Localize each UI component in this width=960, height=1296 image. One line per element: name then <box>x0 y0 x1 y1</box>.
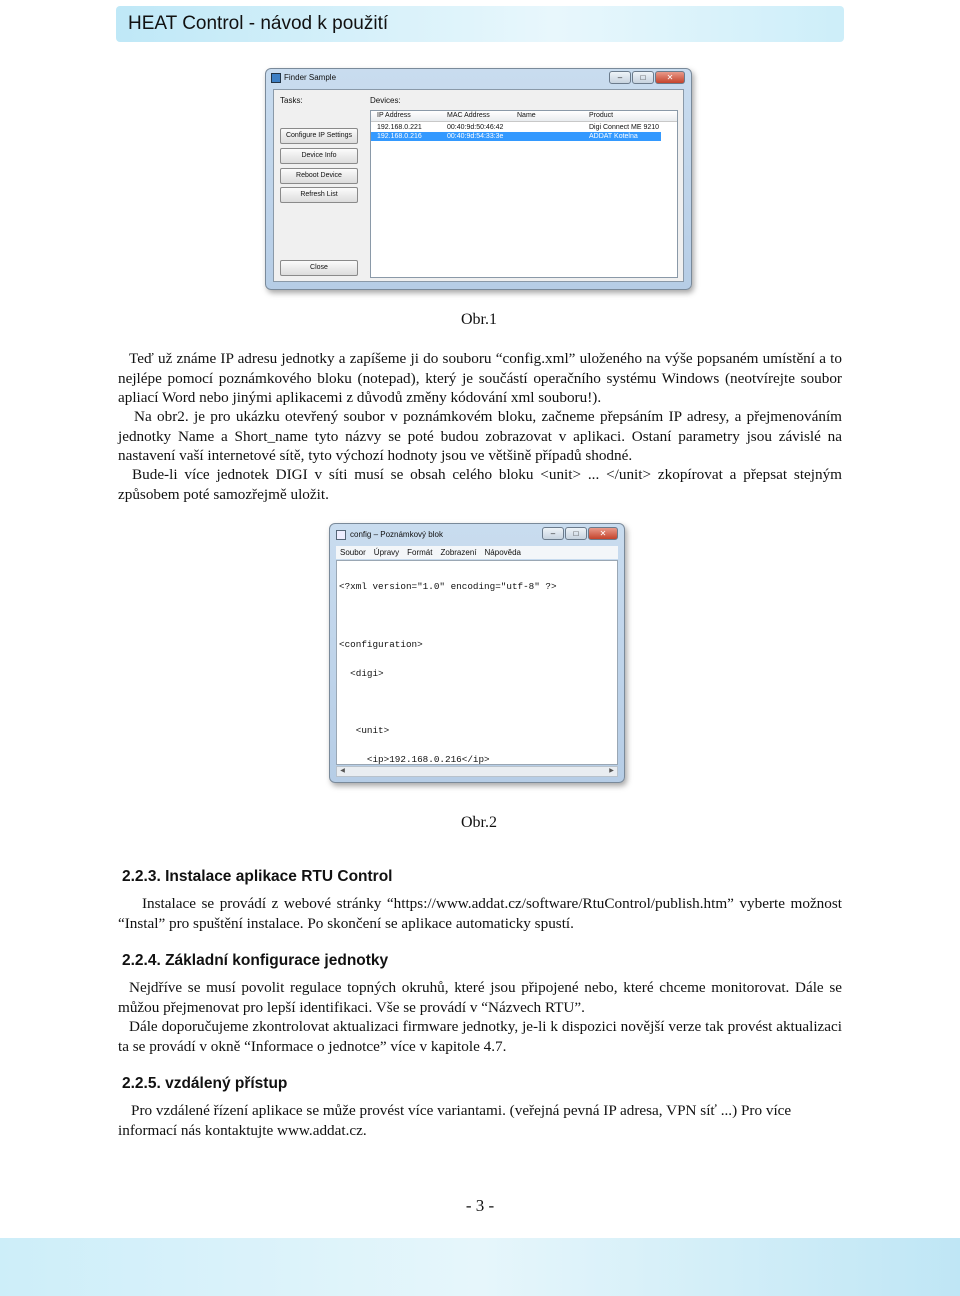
table-cell: 00:40:9d:54:33:3e <box>447 133 504 140</box>
document-title: HEAT Control - návod k použití <box>128 13 389 34</box>
close-icon[interactable]: ✕ <box>588 527 618 540</box>
window-controls <box>542 527 618 540</box>
finder-window <box>265 68 692 290</box>
devices-table-header <box>371 111 677 122</box>
app-icon <box>271 73 281 83</box>
code-line: <ip>192.168.0.216</ip> <box>339 753 490 765</box>
section-heading: 2.2.5. vzdálený přístup <box>122 1075 288 1092</box>
figure-caption-1: Obr.1 <box>461 311 497 328</box>
minimize-icon[interactable]: – <box>609 71 631 84</box>
menu-item-format[interactable]: Formát <box>407 548 433 557</box>
close-icon[interactable]: ✕ <box>655 71 685 84</box>
notepad-menubar <box>336 546 618 559</box>
column-header[interactable]: Product <box>589 112 614 119</box>
header-bar <box>116 6 844 42</box>
table-cell: 192.168.0.216 <box>377 133 422 140</box>
menu-item-upravy[interactable]: Úpravy <box>373 548 400 557</box>
scroll-right-icon[interactable]: ▶ <box>609 768 614 774</box>
paragraph: Bude-li více jednotek DIGI v síti musí se obsah celého bloku <unit> ... </unit> zkopírovat a přepsat stejným způsobem poté samozřejmě uložit. <box>118 466 842 503</box>
code-line <box>339 611 617 621</box>
code-line <box>339 697 617 707</box>
menu-item-zobrazeni[interactable]: Zobrazení <box>440 548 477 557</box>
paragraph: Nejdříve se musí povolit regulace topných okruhů, které jsou připojené nebo, které chceme monitorovat. Dále se můžou přejmenovat pro lepší identifikaci. Vše se provádí v “Názvech RTU”. <box>118 979 842 1016</box>
code-line: <?xml version="1.0" encoding="utf-8" ?> <box>339 581 557 593</box>
paragraph: Teď už známe IP adresu jednotky a zapíšeme ji do souboru “config.xml” uloženého na výše popsaném umístění a to nejlépe pomocí poznámkového bloku (notepad), který je součástí operačního systému Windows (neotvírejte soubor apliací Word nebo jinými aplikacemi z důvodů změny kódování xml souboru!). <box>118 350 842 406</box>
maximize-icon[interactable]: □ <box>565 527 587 540</box>
finder-window-title: Finder Sample <box>284 73 337 82</box>
column-header[interactable]: Name <box>517 112 536 119</box>
section-heading: 2.2.3. Instalace aplikace RTU Control <box>122 868 393 885</box>
scroll-left-icon[interactable]: ◀ <box>340 768 345 774</box>
reboot-device-button[interactable]: Reboot Device <box>280 168 358 184</box>
device-info-button[interactable]: Device Info <box>280 148 358 164</box>
devices-label: Devices: <box>370 96 401 105</box>
maximize-icon[interactable]: □ <box>632 71 654 84</box>
table-cell: 192.168.0.221 <box>377 124 422 131</box>
notepad-window-title: config – Poznámkový blok <box>350 530 443 539</box>
code-line: <configuration> <box>339 638 423 650</box>
notepad-text-area[interactable] <box>336 560 618 765</box>
footer-bar <box>0 1238 960 1296</box>
paragraph: Pro vzdálené řízení aplikace se může provést více variantami. (veřejná pevná IP adresa, VPN síť ...) Pro více informací nás kontaktujte www.addat.cz. <box>118 1102 792 1139</box>
notepad-icon <box>336 530 346 540</box>
page-number: - 3 - <box>465 1196 495 1215</box>
column-header[interactable]: IP Address <box>377 112 411 119</box>
tasks-label: Tasks: <box>280 96 303 105</box>
table-row[interactable] <box>371 123 661 132</box>
table-row-selected[interactable] <box>371 132 661 141</box>
table-cell: ADDAT Kotelna <box>589 133 638 140</box>
figure-caption-2: Obr.2 <box>461 814 497 831</box>
section-heading: 2.2.4. Základní konfigurace jednotky <box>122 952 389 969</box>
finder-body <box>273 89 684 282</box>
code-line: <unit> <box>339 725 390 737</box>
minimize-icon[interactable]: – <box>542 527 564 540</box>
refresh-list-button[interactable]: Refresh List <box>280 187 358 203</box>
window-controls <box>609 71 685 84</box>
horizontal-scrollbar[interactable] <box>336 766 618 777</box>
column-header[interactable]: MAC Address <box>447 112 490 119</box>
table-cell: Digi Connect ME 9210 <box>589 124 660 131</box>
paragraph: Na obr2. je pro ukázku otevřený soubor v poznámkovém bloku, začneme přepsáním IP adresy, a přejmenováním jednotky Name a Short_name tyto názvy se poté budou zobrazovat v aplikaci. Ostaní parametry jsou závislé na nastavení vaší internetové sítě, tyto výchozí hodnoty jsou ve většině případů shodné. <box>118 408 842 464</box>
paragraph: Instalace se provádí z webové stránky “https://www.addat.cz/software/RtuControl/publish.htm” vyberte možnost “Instal” pro spuštění instalace. Po skončení se aplikace automaticky spustí. <box>118 895 842 932</box>
paragraph: Dále doporučujeme zkontrolovat aktualizaci firmware jednotky, je-li k dispozici novější verze tak provést aktualizaci ta se provádí v okně “Informace o jednotce” více v kapitole 4.7. <box>118 1018 842 1055</box>
configure-ip-button[interactable]: Configure IP Settings <box>280 128 358 144</box>
close-button[interactable]: Close <box>280 260 358 276</box>
table-cell: 00:40:9d:50:46:42 <box>447 124 504 131</box>
menu-item-napoveda[interactable]: Nápověda <box>484 548 521 557</box>
menu-item-soubor[interactable]: Soubor <box>340 548 366 557</box>
code-line: <digi> <box>339 667 384 679</box>
notepad-window <box>329 523 625 783</box>
devices-table[interactable] <box>370 110 678 278</box>
